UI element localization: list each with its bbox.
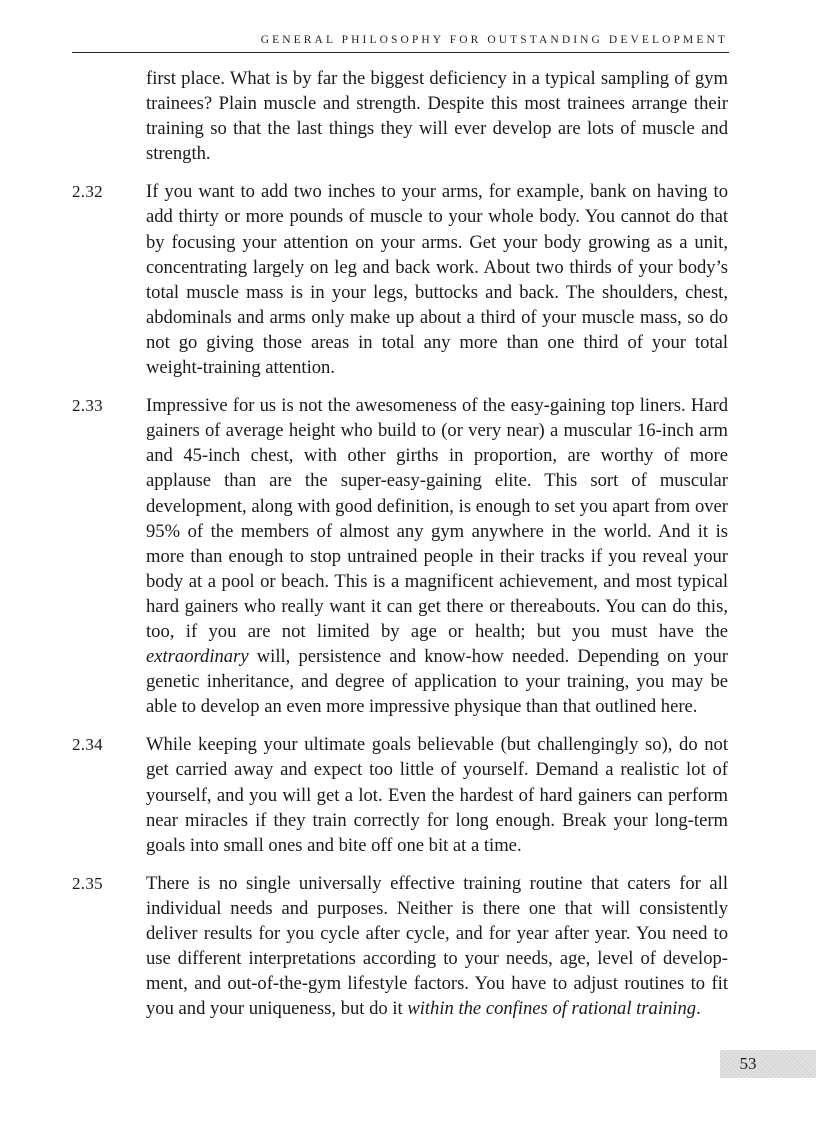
paragraph-2-32 [72, 179, 728, 380]
paragraph-text [146, 732, 728, 857]
paragraph-2-33 [72, 393, 728, 719]
text-run: While keeping your ultimate goals believable (but challengingly so), do not get carried away and expect too little of yourself. Demand a realistic lot of yourself, and you will get a lot. Even the hardest of hard gainers can perform near miracles if they train correctly for long enough. Break your long-term goals into small ones and bite off one bit at a time. [146, 734, 728, 856]
text-run: Impressive for us is not the awesomeness of the easy-gaining top liners. Hard gainers of average height who build to (or very near) a muscular 16-inch arm and 45-inch chest, with other girths in proportion, are worthy of more applause than are the super-easy-gaining elite. This sort of muscular development, along with good definition, is enough to set you apart from over 95% of the members of almost any gym anywhere in the world. And it is more than enough to stop untrained people in their tracks if you reveal your body at a pool or beach. This is a magnificent achievement, and most typical hard gainers who really want it can get there or thereabouts. You can do this, too, if you are not limited by age or health; but you must have the [146, 395, 728, 642]
paragraph-2-34 [72, 732, 728, 857]
paragraph-text [146, 871, 728, 1022]
text-run: If you want to add two inches to your arms, for example, bank on having to add thirty or more pounds of muscle to your whole body. You cannot do that by focusing your attention on your arms. Get your body growing as a unit, concentrating largely on leg and back work. About two thirds of your body’s total muscle mass is in your legs, buttocks and back. The shoulders, chest, abdominals and arms only make up about a third of your muscle mass, so do not go giving those areas in total any more than one third of your total weight-training attention. [146, 181, 728, 379]
paragraph-number: 2.32 [72, 182, 103, 202]
header-rule [72, 52, 729, 53]
text-run: There is no single universally effective training routine that caters for all individual needs and purposes. Neither is there one that will consistently deliver results for you cycle after cycle, and for year after year. You need to use different interpretations according to your needs, age, level of develop-ment, and out-of-the-gym lifestyle factors. You have to adjust routines to fit you and your uniqueness, but do it [146, 872, 728, 1020]
paragraph-number: 2.35 [72, 873, 103, 893]
paragraph-text [146, 393, 728, 719]
text-run: first place. What is by far the biggest deficiency in a typical sampling of gym trainees? Plain muscle and strength. Despite this most trainees arrange their training so that the last things they will ever develop are lots of muscle and strength. [146, 68, 728, 165]
running-head: GENERAL PHILOSOPHY FOR OUTSTANDING DEVELOPMENT [260, 34, 728, 46]
text-run: will, persistence and know-how needed. Depending on your genetic inheritance, and degree of application to your training, you may be able to develop an even more impressive physique than that outlined here. [146, 646, 728, 718]
paragraph-text [146, 66, 728, 166]
paragraph-2-35 [72, 871, 728, 1022]
paragraph-continued [146, 66, 728, 166]
paragraph-text [146, 179, 728, 380]
paragraph-number: 2.33 [72, 396, 103, 416]
page-number: 53 [739, 1054, 757, 1073]
emphasis-text: within the confines of rational training [407, 998, 697, 1020]
emphasis-text: extraordinary [146, 646, 249, 668]
paragraph-number: 2.34 [72, 735, 103, 755]
page-body [0, 66, 816, 1021]
text-run: . [696, 998, 701, 1020]
